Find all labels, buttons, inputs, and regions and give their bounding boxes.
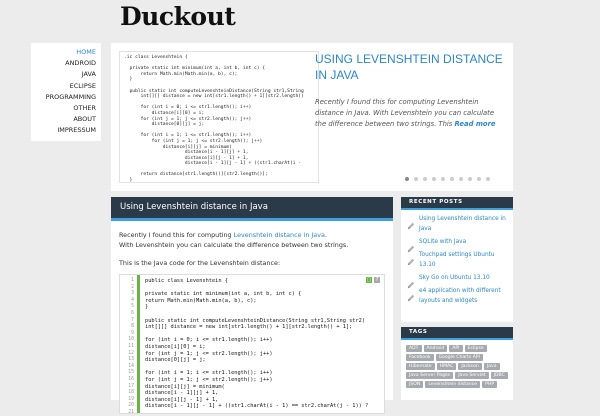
nav-item-java[interactable]: JAVA [81, 70, 96, 79]
slide-title[interactable]: USING LEVENSHTEIN DISTANCE IN JAVA [315, 52, 503, 82]
tag-item[interactable]: Eclipse [465, 345, 487, 352]
recent-post-link[interactable]: Using Levenshtein distance in Java [419, 216, 506, 232]
view-source-icon[interactable]: ▢ [366, 277, 372, 283]
slide-excerpt [315, 97, 505, 130]
nav-item-about[interactable]: ABOUT [73, 115, 96, 124]
sidebar [401, 197, 513, 400]
post-body [111, 221, 393, 414]
tag-item[interactable]: Facebook [406, 354, 434, 361]
recent-post-item[interactable] [407, 286, 507, 306]
pencil-icon [407, 238, 415, 246]
recent-posts-title: RECENT POSTS [401, 197, 513, 210]
nav-item-home[interactable]: HOME [76, 48, 96, 56]
recent-post-link[interactable]: SQLite with Java [419, 239, 467, 245]
tag-item[interactable]: Google Charts API [436, 354, 483, 361]
slider-dot[interactable] [423, 177, 427, 181]
code-content[interactable]: public class Levenshtein { private static int minimum(int a, int b, int c) { return Math.min(Math.min(a, b), c); } public static int computeLevenshteinDistance(String str1,String str2) int[][] distance = new int[str1.length() + 1][str2.length() + 1]; for (int i = 0; i <= str1.length(); i++) distance[i][0] = i; for (int j = 1; j <= str2.length(); j++) distance[0][j] = j; for (int i = 1; i <= str1.length(); i++) for (int j = 1; j <= str2.length(); j++) distance[i][j] = minimum( distance[i - 1][j] + 1, distance[i][j - 1] + 1, distance[i - 1][j - 1] + ((str1.charAt(i - 1) == str2.charAt(j - 1)) ? [145, 278, 369, 410]
nav-item-android[interactable]: ANDROID [65, 59, 96, 68]
recent-post-item[interactable] [407, 273, 507, 283]
tag-item[interactable]: Levenshtein distance [425, 381, 480, 388]
pencil-icon [407, 215, 415, 223]
nav-item-programming[interactable]: PROGRAMMING [45, 92, 96, 101]
featured-slider [111, 43, 513, 191]
pencil-icon [407, 251, 415, 259]
post-intro-line2: With Levenshtein you can calculate the difference between two strings. [119, 241, 349, 249]
tag-item[interactable]: Java Servlet [455, 372, 488, 379]
tag-item[interactable]: HMAC [437, 363, 457, 370]
read-more-link[interactable]: Read more [454, 120, 496, 128]
post-title[interactable]: Using Levenshtein distance in Java [111, 197, 393, 221]
tags-widget [401, 327, 513, 400]
slider-dot[interactable] [477, 177, 481, 181]
tags-title: TAGS [401, 327, 513, 340]
recent-post-link[interactable]: e4 application with different layouts and widgets [419, 288, 501, 304]
post-intro-line3: This is the Java code for the Levenshtein distance: [119, 259, 281, 267]
recent-post-item[interactable] [407, 250, 507, 270]
slider-dot[interactable] [468, 177, 472, 181]
recent-posts-list [401, 210, 513, 322]
slider-dot[interactable] [432, 177, 436, 181]
recent-post-item[interactable] [407, 214, 507, 234]
tag-item[interactable]: Android [424, 345, 448, 352]
slider-pagination [405, 177, 490, 181]
pencil-icon [407, 274, 415, 282]
tag-item[interactable]: PHP [482, 381, 497, 388]
slider-dot[interactable] [486, 177, 490, 181]
recent-post-link[interactable]: Touchpad settings Ubuntu 13.10 [419, 252, 495, 268]
post-article [111, 197, 393, 415]
recent-post-item[interactable] [407, 237, 507, 247]
intro-link[interactable]: Levenshtein distance in Java [233, 231, 325, 239]
slide-excerpt-text: Recently I found this for computing Levenshtein distance in Java. With Levenshtein you can calculate the difference between two strings. This [315, 98, 495, 128]
code-line-numbers: 1 2 3 4 5 6 7 8 9 10 11 12 13 14 15 16 17 18 19 20 21 [120, 275, 140, 413]
tag-item[interactable]: API [449, 345, 462, 352]
nav-item-eclipse[interactable]: ECLIPSE [69, 81, 96, 90]
site-logo[interactable]: Duckout [120, 2, 236, 31]
help-icon[interactable]: ? [375, 277, 379, 283]
nav-item-other[interactable]: OTHER [73, 104, 96, 113]
nav-item-impressum[interactable]: IMPRESSUM [57, 126, 96, 135]
tag-item[interactable]: JDBC [491, 372, 508, 379]
tag-item[interactable]: JSON [406, 381, 423, 388]
slider-dot[interactable] [441, 177, 445, 181]
main-nav [31, 43, 101, 141]
slide-code-image[interactable]: .ic class Levenshtein { private static int minimum(int a, int b, int c) { return Math.min(Math.min(a, b), c); } public static int computeLevenshteinDistance(String str1,String int[][] distance = new int[str1.length() + 1][str2.length() for (int i = 0; i <= str1.length(); i++) distance[i][0] = i; for (int j = 1; j <= str2.length(); j++) distance[0][j] = j; for (int i = 1; i <= str1.length(); i++) for (int j = 1; j <= str2.length(); j++) distance[i][j] = minimum( distance[i - 1][j] + 1, distance[i][j - 1] + 1, distance[i - 1][j - 1] + ((str1.charAt(i - return distance[str1.length()][str2.length()]; } [119, 51, 319, 183]
slider-dot[interactable] [459, 177, 463, 181]
pencil-icon [407, 287, 415, 295]
tag-item[interactable]: Java [484, 363, 500, 370]
slider-dot[interactable] [405, 177, 409, 181]
slider-dot[interactable] [450, 177, 454, 181]
tag-item[interactable]: Hibernate [406, 363, 435, 370]
tag-item[interactable]: Jackson [458, 363, 481, 370]
tag-item[interactable]: ADT [406, 345, 422, 352]
intro-period: . [324, 231, 327, 239]
intro-text: Recently I found this for computing [119, 231, 234, 239]
slider-dot[interactable] [414, 177, 418, 181]
post-intro [119, 230, 385, 240]
tag-item[interactable]: Java Server Pages [406, 372, 453, 379]
code-block [119, 274, 385, 414]
code-toolbar [366, 277, 380, 283]
tag-cloud [401, 340, 513, 400]
recent-post-link[interactable]: Sky Go on Ubuntu 13.10 [419, 275, 490, 281]
